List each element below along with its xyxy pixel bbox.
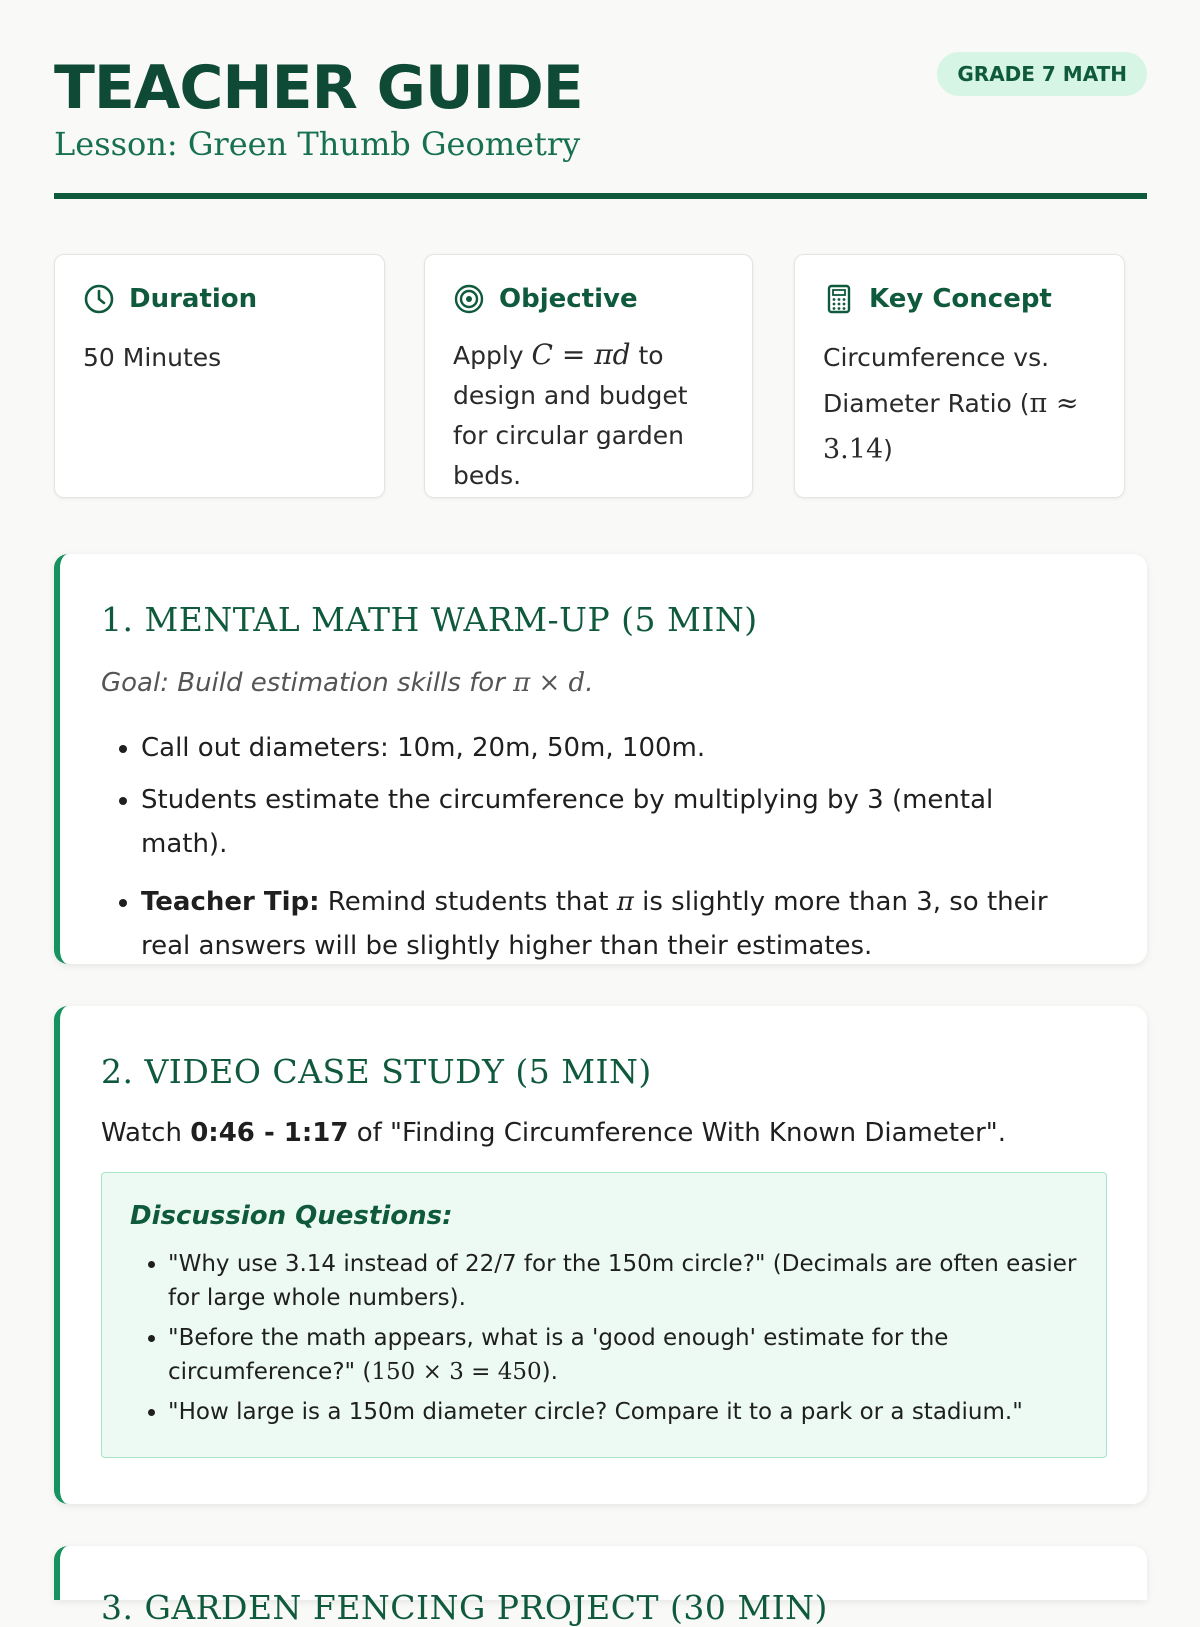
info-cards xyxy=(54,254,1147,500)
video-timestamp: 0:46 - 1:17 xyxy=(190,1118,349,1148)
question-2-post: ). xyxy=(541,1359,558,1385)
duration-card xyxy=(54,254,385,498)
teacher-tip xyxy=(141,880,1087,968)
lesson-subtitle: Lesson: Green Thumb Geometry xyxy=(54,125,581,163)
duration-value: 50 Minutes xyxy=(83,343,222,372)
calculator-icon xyxy=(823,283,855,315)
target-icon xyxy=(453,283,485,315)
list-item: • Students estimate the circumference by multiplying by 3 (mental math). xyxy=(141,778,1087,866)
discussion-list xyxy=(130,1247,1078,1429)
page-title: TEACHER GUIDE xyxy=(54,53,583,123)
warmup-list xyxy=(101,726,1087,976)
video-instructions xyxy=(101,1118,1006,1148)
teacher-guide-page xyxy=(54,0,1147,1627)
section-warmup xyxy=(54,554,1147,964)
section-video-heading: 2. VIDEO CASE STUDY (5 MIN) xyxy=(101,1052,652,1091)
objective-formula: C = πd xyxy=(531,338,631,371)
grade-badge: GRADE 7 MATH xyxy=(937,52,1147,96)
video-instructions-pre: Watch xyxy=(101,1118,191,1148)
key-concept-title: Key Concept xyxy=(869,284,1052,314)
warmup-goal xyxy=(101,668,593,698)
question-2-formula: 150 × 3 = 450 xyxy=(371,1359,542,1385)
key-concept-text-post: ) xyxy=(883,435,893,464)
teacher-tip-post: is slightly more than 3, so their real answers will be slightly higher than their estimates. xyxy=(141,887,1048,961)
teacher-tip-pre: Remind students that xyxy=(319,887,617,917)
section-fencing xyxy=(54,1546,1147,1627)
discussion-callout xyxy=(101,1172,1107,1458)
section-video xyxy=(54,1006,1147,1504)
teacher-tip-pi: π xyxy=(616,887,634,917)
clock-icon xyxy=(83,283,115,315)
list-item: • "Why use 3.14 instead of 22/7 for the 150m circle?" (Decimals are often easier for large whole numbers). xyxy=(168,1247,1078,1315)
objective-text-post: to design and budget for circular garden beds. xyxy=(453,341,688,490)
objective-text xyxy=(453,335,724,496)
section-fencing-heading: 3. GARDEN FENCING PROJECT (30 MIN) xyxy=(101,1588,828,1627)
list-item: • "How large is a 150m diameter circle? Compare it to a park or a stadium." xyxy=(168,1395,1078,1429)
key-concept-card xyxy=(794,254,1125,498)
objective-text-pre: Apply xyxy=(453,341,532,370)
key-concept-formula: π ≈ 3.14 xyxy=(823,388,1079,465)
section-warmup-heading: 1. MENTAL MATH WARM-UP (5 MIN) xyxy=(101,600,758,639)
header-divider xyxy=(54,193,1147,199)
objective-card xyxy=(424,254,753,498)
video-instructions-post: of "Finding Circumference With Known Diameter". xyxy=(348,1118,1006,1148)
warmup-goal-post: . xyxy=(585,668,594,698)
key-concept-text-pre: Circumference vs. Diameter Ratio ( xyxy=(823,343,1050,418)
question-2-pre: "Before the math appears, what is a 'good enough' estimate for the circumference?" ( xyxy=(168,1325,949,1385)
list-item: • Call out diameters: 10m, 20m, 50m, 100m. xyxy=(141,726,1087,770)
duration-title: Duration xyxy=(129,284,258,314)
warmup-goal-formula: π × d xyxy=(513,668,586,698)
warmup-goal-pre: Goal: Build estimation skills for xyxy=(101,668,514,698)
teacher-tip-label: Teacher Tip: xyxy=(141,887,320,917)
page-header xyxy=(54,0,1147,200)
list-item xyxy=(168,1321,1078,1389)
discussion-title: Discussion Questions: xyxy=(130,1201,453,1231)
key-concept-text xyxy=(823,335,1096,473)
objective-title: Objective xyxy=(499,284,638,314)
